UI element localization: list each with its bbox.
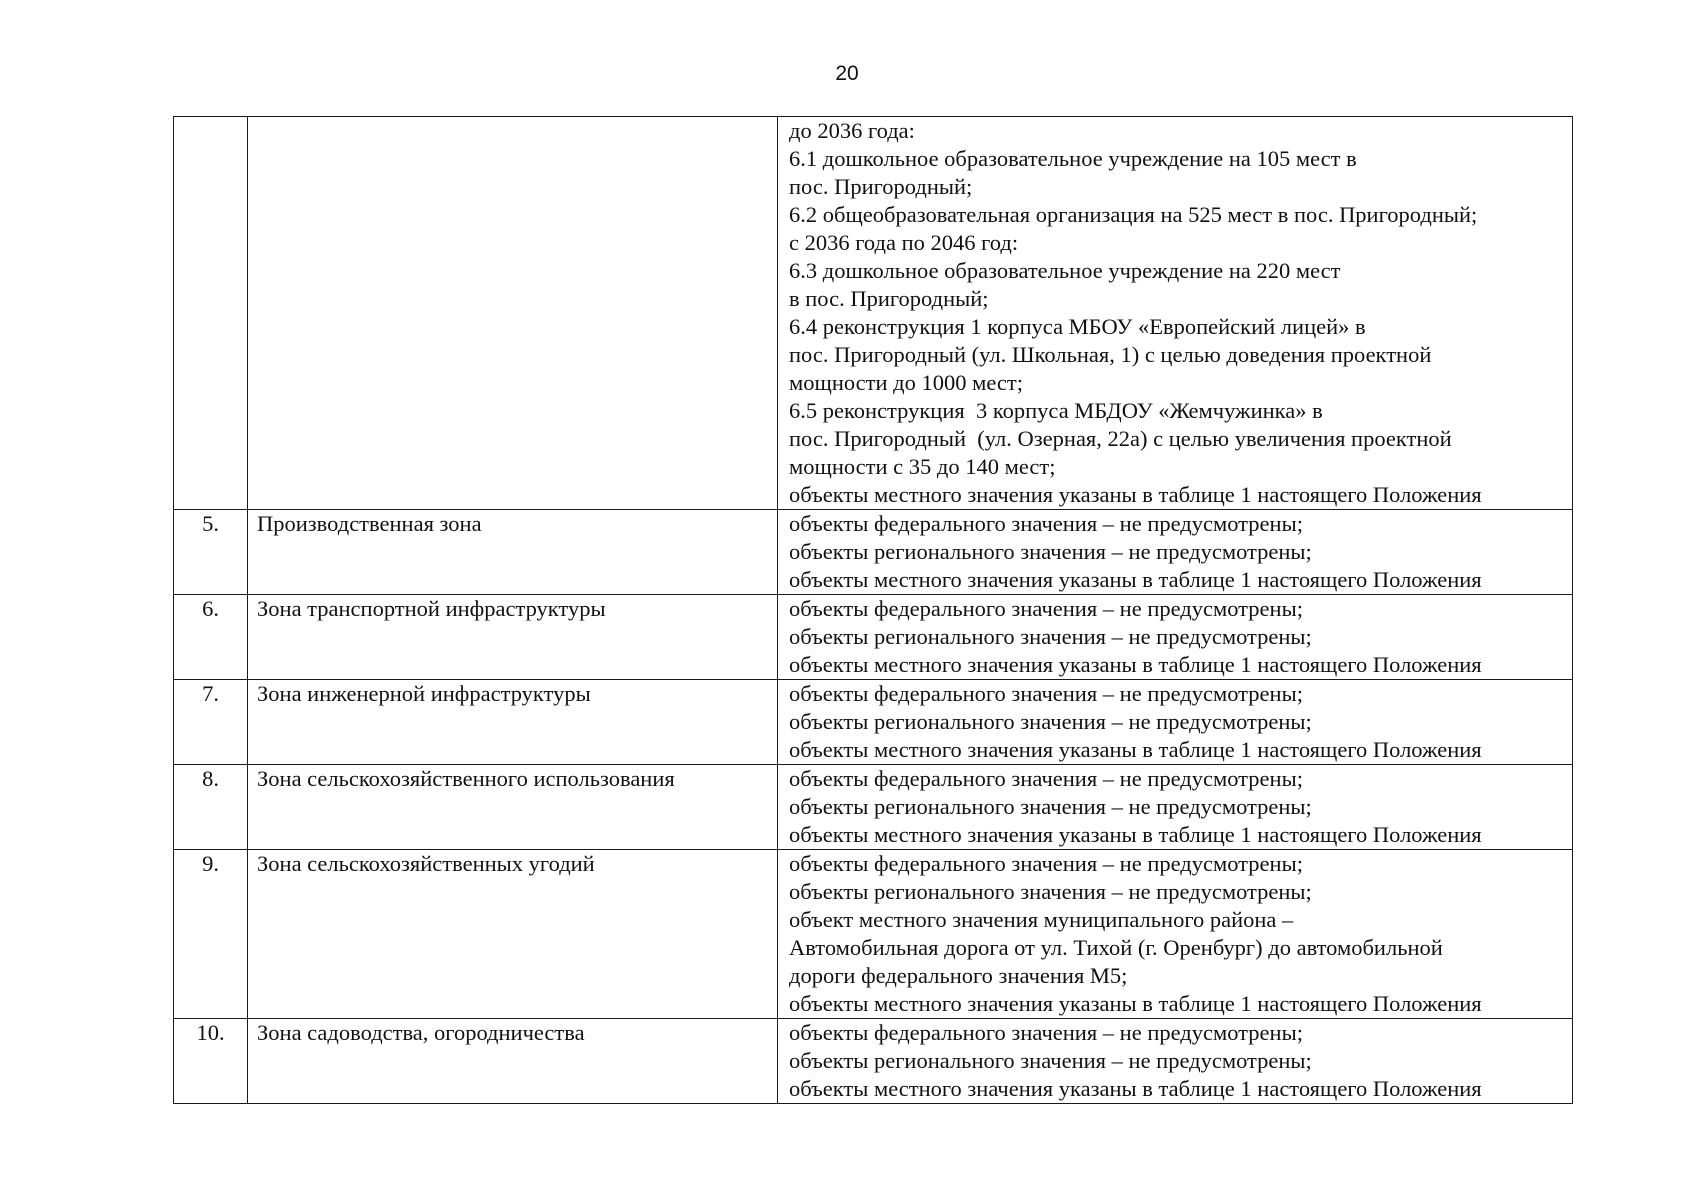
- objects-line: объекты федерального значения – не предусмотрены;: [789, 681, 1303, 706]
- objects-line: объекты регионального значения – не предусмотрены;: [789, 539, 1312, 564]
- zones-table-body: [174, 117, 1573, 1104]
- zone-name: Зона инженерной инфраструктуры: [248, 680, 778, 765]
- zone-name: Зона сельскохозяйственного использования: [248, 765, 778, 850]
- row-number: 9.: [174, 850, 248, 1019]
- objects-line: 6.2 общеобразовательная организация на 525 мест в пос. Пригородный;: [789, 202, 1478, 227]
- zone-name: [248, 117, 778, 510]
- objects-line: 6.4 реконструкция 1 корпуса МБОУ «Европейский лицей» в: [789, 314, 1366, 339]
- objects-line: объекты местного значения указаны в таблице 1 настоящего Положения: [789, 1076, 1482, 1101]
- objects-line: мощности до 1000 мест;: [789, 370, 1023, 395]
- objects-line: объекты местного значения указаны в таблице 1 настоящего Положения: [789, 991, 1482, 1016]
- objects-line: 6.5 реконструкция 3 корпуса МБДОУ «Жемчужинка» в: [789, 398, 1323, 423]
- objects-line: объект местного значения муниципального района –: [789, 907, 1294, 932]
- objects-line: пос. Пригородный (ул. Озерная, 22а) с целью увеличения проектной: [789, 426, 1452, 451]
- objects-line: объекты местного значения указаны в таблице 1 настоящего Положения: [789, 567, 1482, 592]
- objects-line: объекты регионального значения – не предусмотрены;: [789, 1048, 1312, 1073]
- zone-name: Зона садоводства, огородничества: [248, 1019, 778, 1104]
- objects-line: объекты федерального значения – не предусмотрены;: [789, 1020, 1303, 1045]
- objects-line: объекты федерального значения – не предусмотрены;: [789, 766, 1303, 791]
- zone-name: Производственная зона: [248, 510, 778, 595]
- row-number: 8.: [174, 765, 248, 850]
- objects-line: объекты регионального значения – не предусмотрены;: [789, 794, 1312, 819]
- row-number: [174, 117, 248, 510]
- objects-line: 6.3 дошкольное образовательное учреждение на 220 мест: [789, 258, 1341, 283]
- objects-line: объекты регионального значения – не предусмотрены;: [789, 709, 1312, 734]
- row-number: 10.: [174, 1019, 248, 1104]
- table-row: [174, 850, 1573, 1019]
- page-number: 20: [835, 62, 859, 85]
- objects-line: 6.1 дошкольное образовательное учреждение на 105 мест в: [789, 146, 1357, 171]
- objects-line: Автомобильная дорога от ул. Тихой (г. Оренбург) до автомобильной: [789, 935, 1443, 960]
- zone-name: Зона сельскохозяйственных угодий: [248, 850, 778, 1019]
- zone-objects: [778, 680, 1573, 765]
- table-row: [174, 765, 1573, 850]
- objects-line: до 2036 года:: [789, 118, 915, 143]
- objects-line: объекты местного значения указаны в таблице 1 настоящего Положения: [789, 822, 1482, 847]
- objects-line: объекты местного значения указаны в таблице 1 настоящего Положения: [789, 482, 1482, 507]
- table-row: [174, 510, 1573, 595]
- objects-line: дороги федерального значения М5;: [789, 963, 1128, 988]
- table-row: [174, 1019, 1573, 1104]
- objects-line: в пос. Пригородный;: [789, 286, 989, 311]
- objects-line: с 2036 года по 2046 год:: [789, 230, 1019, 255]
- table-row: [174, 680, 1573, 765]
- row-number: 7.: [174, 680, 248, 765]
- objects-line: объекты федерального значения – не предусмотрены;: [789, 851, 1303, 876]
- zone-objects: [778, 1019, 1573, 1104]
- zone-name: Зона транспортной инфраструктуры: [248, 595, 778, 680]
- zones-table: [173, 116, 1573, 1104]
- objects-line: объекты регионального значения – не предусмотрены;: [789, 879, 1312, 904]
- table-row: [174, 117, 1573, 510]
- zone-objects: [778, 850, 1573, 1019]
- objects-line: мощности с 35 до 140 мест;: [789, 454, 1056, 479]
- zone-objects: [778, 765, 1573, 850]
- objects-line: объекты федерального значения – не предусмотрены;: [789, 511, 1303, 536]
- objects-line: объекты регионального значения – не предусмотрены;: [789, 624, 1312, 649]
- objects-line: объекты местного значения указаны в таблице 1 настоящего Положения: [789, 737, 1482, 762]
- objects-line: объекты федерального значения – не предусмотрены;: [789, 596, 1303, 621]
- objects-line: пос. Пригородный (ул. Школьная, 1) с целью доведения проектной: [789, 342, 1432, 367]
- row-number: 5.: [174, 510, 248, 595]
- objects-line: объекты местного значения указаны в таблице 1 настоящего Положения: [789, 652, 1482, 677]
- zone-objects: [778, 510, 1573, 595]
- zone-objects: [778, 117, 1573, 510]
- zone-objects: [778, 595, 1573, 680]
- row-number: 6.: [174, 595, 248, 680]
- table-row: [174, 595, 1573, 680]
- objects-line: пос. Пригородный;: [789, 174, 973, 199]
